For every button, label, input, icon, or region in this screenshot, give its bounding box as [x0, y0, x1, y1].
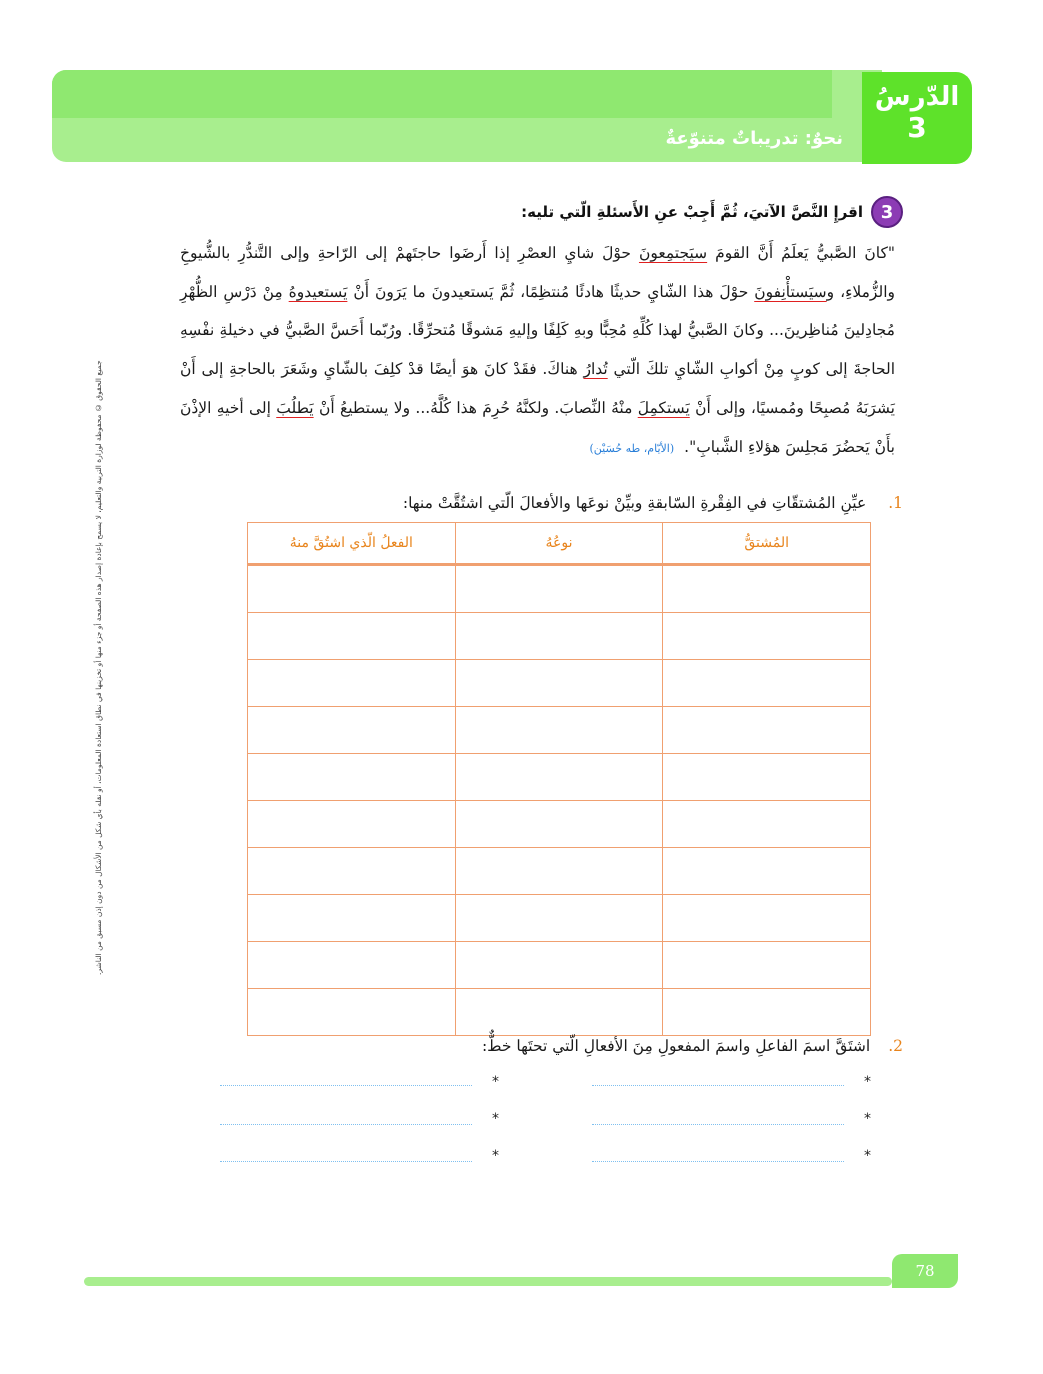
footer-bar	[84, 1277, 892, 1286]
answer-line[interactable]	[220, 1161, 472, 1162]
table-answer-cell[interactable]	[455, 989, 663, 1036]
passage-text: مِنْ دَرْسِ الظُّهْرِ مُجادِلينَ مُناظِرينَ... وكانَ الصَّبيُّ لهذا كُلِّهِ مُحِبًّا وبهِ كَلِفًا وإليهِ مَشوقًا مُتحرِّقًا. ورُبّما أَحَسَّ الصَّبيُّ في دخيلةِ نفْسِهِ الحاجةَ إلى كوبٍ مِنْ أكوابِ الشّايِ تلكَ الّتي	[180, 282, 895, 379]
table-answer-cell[interactable]	[455, 660, 663, 707]
lesson-word: الدّرسُ	[874, 82, 960, 112]
answer-bullet: *	[492, 1148, 499, 1164]
table-row	[248, 613, 871, 660]
derivatives-table	[247, 522, 871, 1036]
lesson-topic: نحوٌ: تدريباتٌ متنوّعةٌ	[665, 128, 843, 149]
question-2-number: 2.	[888, 1037, 903, 1055]
header-banner-top	[52, 70, 832, 118]
answer-bullet: *	[492, 1074, 499, 1090]
table-header-type: نوعُهُ	[455, 523, 663, 565]
table-header-derivative: المُشتقُّ	[663, 523, 871, 565]
table-answer-cell[interactable]	[248, 565, 456, 613]
table-answer-cell[interactable]	[663, 848, 871, 895]
passage-text: حوْلَ هذا الشّايِ حديثًا هادئًا مُنتظِمًا، ثُمَّ يَستعيدونَ ما يَرَونَ أَنْ	[347, 282, 755, 301]
underlined-verb: يَستكمِلَ	[637, 398, 690, 417]
answer-bullet: *	[864, 1111, 871, 1127]
question-1-text: عيِّنِ المُشتقّاتِ في الفِقْرةِ السّابقةِ وبيِّنْ نوعَها والأفعالَ الّتي اشتُقَّتْ منها:	[402, 494, 867, 512]
table-answer-cell[interactable]	[455, 707, 663, 754]
table-row	[248, 707, 871, 754]
answer-line[interactable]	[592, 1124, 844, 1125]
question-1-number: 1.	[888, 494, 903, 512]
lesson-badge	[862, 72, 972, 164]
table-answer-cell[interactable]	[248, 942, 456, 989]
table-answer-cell[interactable]	[248, 613, 456, 660]
passage-source: (الأيّام، طه حُسَيْن)	[589, 441, 675, 455]
table-row	[248, 848, 871, 895]
reading-passage	[180, 234, 895, 468]
table-row	[248, 754, 871, 801]
passage-text: "كانَ الصَّبيُّ يَعلَمُ أَنَّ القومَ	[707, 244, 895, 262]
table-answer-cell[interactable]	[248, 801, 456, 848]
table-answer-cell[interactable]	[663, 942, 871, 989]
answer-bullet: *	[864, 1074, 871, 1090]
table-answer-cell[interactable]	[248, 895, 456, 942]
table-answer-cell[interactable]	[663, 754, 871, 801]
copyright-note: جميع الحقوق © محفوظة لوزارة التربية والتعليم، لا يسمح بإعادة إصدار هذه الصفحة أو جزء منها أو تخزينها في نطاق استعادة المعلومات، أو نقله بأي شكل من الأشكال من دون إذن مسبق من الناشر.	[94, 360, 103, 975]
passage-text: هناكَ. فقَدْ كانَ هوَ أيضًا قدْ كلِفَ بالشّايِ وشَعَرَ بالحاجةِ إلى أَنْ يَشرَبَهُ مُصبِحًا ومُمسيًا، وإلى أَنْ	[180, 360, 895, 417]
section-number: 3	[871, 196, 903, 228]
table-answer-cell[interactable]	[663, 707, 871, 754]
table-header-source-verb: الفعلُ الّذي اشتُقَّ منهُ	[248, 523, 456, 565]
table-answer-cell[interactable]	[663, 895, 871, 942]
question-1	[403, 494, 903, 512]
underlined-verb: يَستعيدوهُ	[288, 282, 348, 301]
underlined-verb: سيَجتمِعونَ	[638, 244, 708, 262]
table-answer-cell[interactable]	[248, 754, 456, 801]
table-answer-cell[interactable]	[455, 848, 663, 895]
section-title: اقرإِ النَّصَّ الآتيَ، ثُمَّ أَجِبْ عنِ الأَسئلةِ الّتي تليه:	[521, 203, 863, 221]
table-answer-cell[interactable]	[663, 801, 871, 848]
answer-line[interactable]	[220, 1124, 472, 1125]
page-number: 78	[892, 1254, 958, 1288]
underlined-verb: تُدارُ	[583, 360, 608, 379]
table-answer-cell[interactable]	[455, 754, 663, 801]
lesson-number: 3	[907, 111, 927, 144]
table-row	[248, 895, 871, 942]
underlined-verb: سيَستأْنِفونَ	[754, 282, 827, 301]
table-row	[248, 565, 871, 613]
answer-line[interactable]	[220, 1085, 472, 1086]
answer-bullet: *	[492, 1111, 499, 1127]
underlined-verb: يَطلُبَ	[276, 398, 314, 417]
table-body	[248, 565, 871, 1036]
question-2	[482, 1037, 903, 1055]
question-2-text: اشتَقَّ اسمَ الفاعلِ واسمَ المفعولِ مِنَ الأفعالِ الّتي تحتَها خطٌّ:	[481, 1037, 871, 1055]
table-answer-cell[interactable]	[455, 801, 663, 848]
table-answer-cell[interactable]	[455, 942, 663, 989]
answer-line[interactable]	[592, 1161, 844, 1162]
table-answer-cell[interactable]	[663, 660, 871, 707]
table-answer-cell[interactable]	[663, 989, 871, 1036]
passage-text: حوْلَ شايِ العصْرِ إذا أَرضَوا حاجتَهمْ إلى الرّاحةِ وإلى التَّندُّرِ بالشُّيوخِ والزُّملاءِ، و	[180, 244, 895, 301]
table-answer-cell[interactable]	[248, 707, 456, 754]
table-answer-cell[interactable]	[248, 848, 456, 895]
table-row	[248, 660, 871, 707]
table-answer-cell[interactable]	[663, 565, 871, 613]
table-answer-cell[interactable]	[248, 989, 456, 1036]
table-answer-cell[interactable]	[455, 895, 663, 942]
passage-text: إلى أخيهِ الإذْنَ بأَنْ يَحضُرَ مَجلِسَ هؤلاءِ الشَّبابِ".	[180, 398, 895, 456]
passage-text: منْهُ النِّصابَ. ولكنَّهُ حُرِمَ هذا كُلَّهُ... ولا يستطيعُ أَنْ	[313, 398, 638, 417]
table-answer-cell[interactable]	[248, 660, 456, 707]
table-row	[248, 942, 871, 989]
section-heading	[521, 196, 903, 228]
table-answer-cell[interactable]	[455, 613, 663, 660]
table-header-row	[248, 523, 871, 565]
answer-line[interactable]	[592, 1085, 844, 1086]
table-answer-cell[interactable]	[455, 565, 663, 613]
table-row	[248, 989, 871, 1036]
answer-bullet: *	[864, 1148, 871, 1164]
table-row	[248, 801, 871, 848]
table-answer-cell[interactable]	[663, 613, 871, 660]
